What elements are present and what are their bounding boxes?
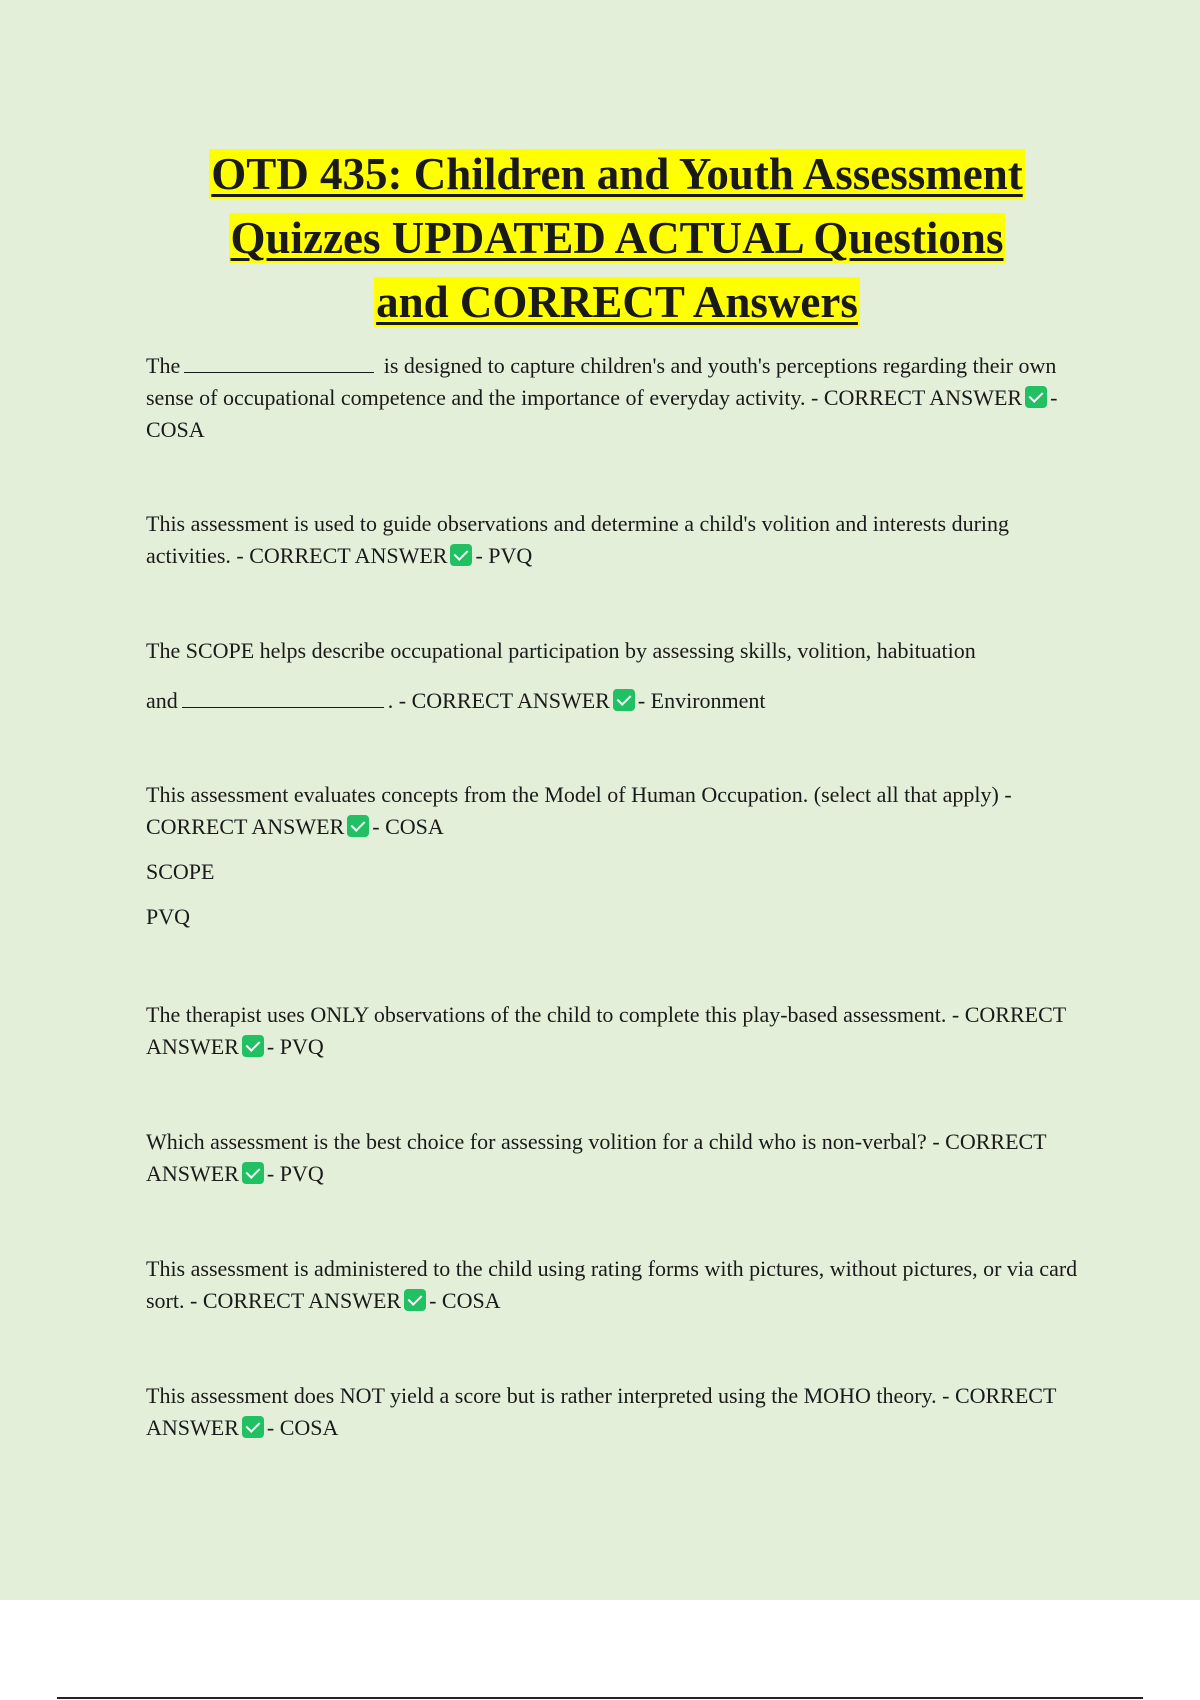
check-mark-icon (450, 544, 472, 566)
qa-item-2 (146, 508, 1090, 572)
qa-item-4 (146, 779, 1090, 933)
qa-item-7 (146, 1253, 1090, 1317)
qa-item-text: Which assessment is the best choice for assessing volition for a child who is non-verbal? - CORRECT ANSWER - PVQ (146, 1129, 1047, 1186)
qa-item-6 (146, 1126, 1090, 1190)
answer-text: - COSA (266, 1415, 339, 1440)
title-line-3: and CORRECT Answers (376, 277, 858, 327)
fill-in-blank (182, 685, 384, 708)
qa-item-text: This assessment does NOT yield a score but is rather interpreted using the MOHO theory. - CORRECT ANSWER - COSA (146, 1383, 1056, 1440)
qa-item-text-line-2: and . - CORRECT ANSWER - Environment (146, 685, 1090, 717)
answer-text: - COSA (372, 814, 444, 839)
check-mark-icon (347, 815, 369, 837)
qa-item-5 (146, 999, 1090, 1063)
answer-text: - PVQ (266, 1161, 324, 1186)
qa-item-text: The therapist uses ONLY observations of the child to complete this play-based assessment. - CORRECT ANSWER - PVQ (146, 1002, 1066, 1059)
check-mark-icon (404, 1289, 426, 1311)
document-title (120, 142, 1114, 334)
title-line-2: Quizzes UPDATED ACTUAL Questions (230, 213, 1004, 263)
answer-text: - COSA (146, 385, 1058, 442)
check-mark-icon (613, 689, 635, 711)
title-line-1: OTD 435: Children and Youth Assessment (211, 149, 1023, 199)
check-mark-icon (242, 1035, 264, 1057)
answer-option: PVQ (146, 904, 191, 929)
qa-item-1 (146, 350, 1090, 446)
check-mark-icon (1025, 386, 1047, 408)
qa-item-3 (146, 635, 1090, 717)
answer-text: - COSA (429, 1288, 501, 1313)
qa-item-8 (146, 1380, 1090, 1444)
qa-item-text: This assessment evaluates concepts from the Model of Human Occupation. (select all that apply) - CORRECT ANSWER - COSA (146, 782, 1012, 839)
answer-option: SCOPE (146, 859, 215, 884)
qa-item-text: This assessment is administered to the child using rating forms with pictures, without pictures, or via card sort. - CORRECT ANSWER - COSA (146, 1256, 1078, 1313)
check-mark-icon (242, 1416, 264, 1438)
qa-item-text: The SCOPE helps describe occupational participation by assessing skills, volition, habituation (146, 638, 976, 663)
footer-rule (57, 1697, 1143, 1699)
answer-text: - Environment (637, 688, 766, 713)
answer-text: - PVQ (266, 1034, 324, 1059)
check-mark-icon (242, 1162, 264, 1184)
fill-in-blank (184, 350, 374, 373)
qa-item-text: This assessment is used to guide observations and determine a child's volition and interests during activities. - CORRECT ANSWER - PVQ (146, 511, 1010, 568)
answer-text: - PVQ (475, 543, 533, 568)
qa-item-text: The is designed to capture children's and youth's perceptions regarding their own sense of occupational competence and the importance of everyday activity. - CORRECT ANSWER - COSA (146, 350, 1090, 446)
